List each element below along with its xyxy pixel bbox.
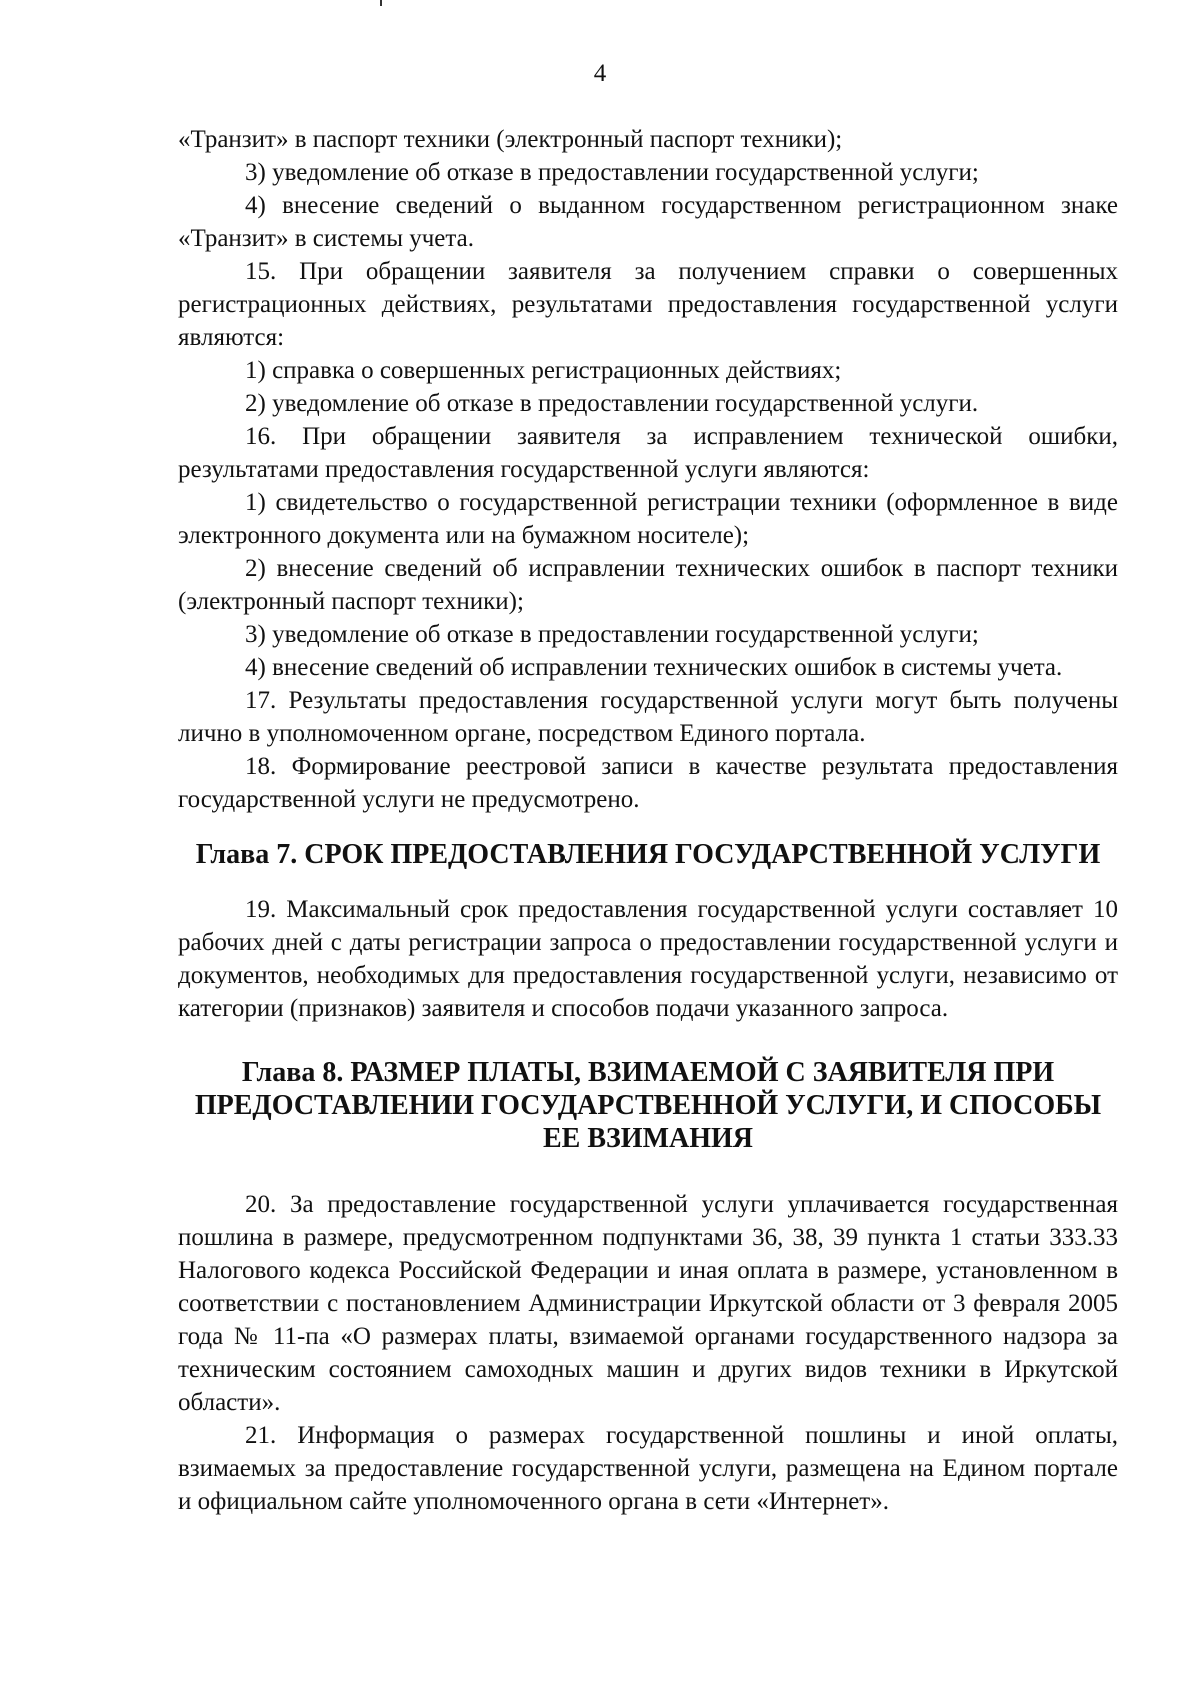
paragraph: 16. При обращении заявителя за исправлением технической ошибки, результатами предоставления государственной услуги являются: <box>178 423 1118 483</box>
paragraph: «Транзит» в паспорт техники (электронный паспорт техники); <box>178 126 843 153</box>
chapter-7-title: Глава 7. СРОК ПРЕДОСТАВЛЕНИЯ ГОСУДАРСТВЕННОЙ УСЛУГИ <box>195 839 1101 870</box>
paragraph: 17. Результаты предоставления государственной услуги могут быть получены лично в уполномоченном органе, посредством Единого портала. <box>178 687 1118 747</box>
paragraph-group-deadline <box>178 893 1118 1025</box>
paragraph: 18. Формирование реестровой записи в качестве результата предоставления государственной услуги не предусмотрено. <box>178 753 1118 813</box>
paragraph: 4) внесение сведений об исправлении технических ошибок в системы учета. <box>245 654 1063 681</box>
paragraph: 3) уведомление об отказе в предоставлении государственной услуги; <box>245 159 979 186</box>
document-body <box>178 123 1118 1518</box>
paragraph: 4) внесение сведений о выданном государственном регистрационном знаке «Транзит» в системы учета. <box>178 192 1118 252</box>
paragraph: 2) уведомление об отказе в предоставлении государственной услуги. <box>245 390 979 417</box>
paragraph: 2) внесение сведений об исправлении технических ошибок в паспорт техники (электронный паспорт техники); <box>178 555 1118 615</box>
paragraph: 19. Максимальный срок предоставления государственной услуги составляет 10 рабочих дней с даты регистрации запроса о предоставлении государственной услуги и документов, необходимых для предоставления государственной услуги, независимо от категории (признаков) заявителя и способов подачи указанного запроса. <box>178 896 1118 1022</box>
paragraph-group-fees <box>178 1188 1118 1518</box>
paragraph: 3) уведомление об отказе в предоставлении государственной услуги; <box>245 621 979 648</box>
paragraph: 1) свидетельство о государственной регистрации техники (оформленное в виде электронного документа или на бумажном носителе); <box>178 489 1118 549</box>
paragraph: 15. При обращении заявителя за получением справки о совершенных регистрационных действиях, результатами предоставления государственной услуги являются: <box>178 258 1118 351</box>
scan-mark <box>380 0 382 6</box>
chapter-8-title: Глава 8. РАЗМЕР ПЛАТЫ, ВЗИМАЕМОЙ С ЗАЯВИТЕЛЯ ПРИ ПРЕДОСТАВЛЕНИИ ГОСУДАРСТВЕННОЙ УСЛУГИ, И СПОСОБЫ ЕЕ ВЗИМАНИЯ <box>194 1057 1102 1154</box>
paragraph: 20. За предоставление государственной услуги уплачивается государственная пошлина в размере, предусмотренном подпунктами 36, 38, 39 пункта 1 статьи 333.33 Налогового кодекса Российской Федерации и иная оплата в размере, установленном в соответствии с постановлением Администрации Иркутской области от 3 февраля 2005 года № 11-па «О размерах платы, взимаемой органами государственного надзора за техническим состоянием самоходных машин и других видов техники в Иркутской области». <box>178 1191 1118 1416</box>
paragraph: 21. Информация о размерах государственной пошлины и иной оплаты, взимаемых за предоставление государственной услуги, размещена на Едином портале и официальном сайте уполномоченного органа в сети «Интернет». <box>178 1422 1118 1515</box>
paragraph-group-results <box>178 123 1118 816</box>
page-number: 4 <box>593 60 607 87</box>
paragraph: 1) справка о совершенных регистрационных действиях; <box>245 357 842 384</box>
